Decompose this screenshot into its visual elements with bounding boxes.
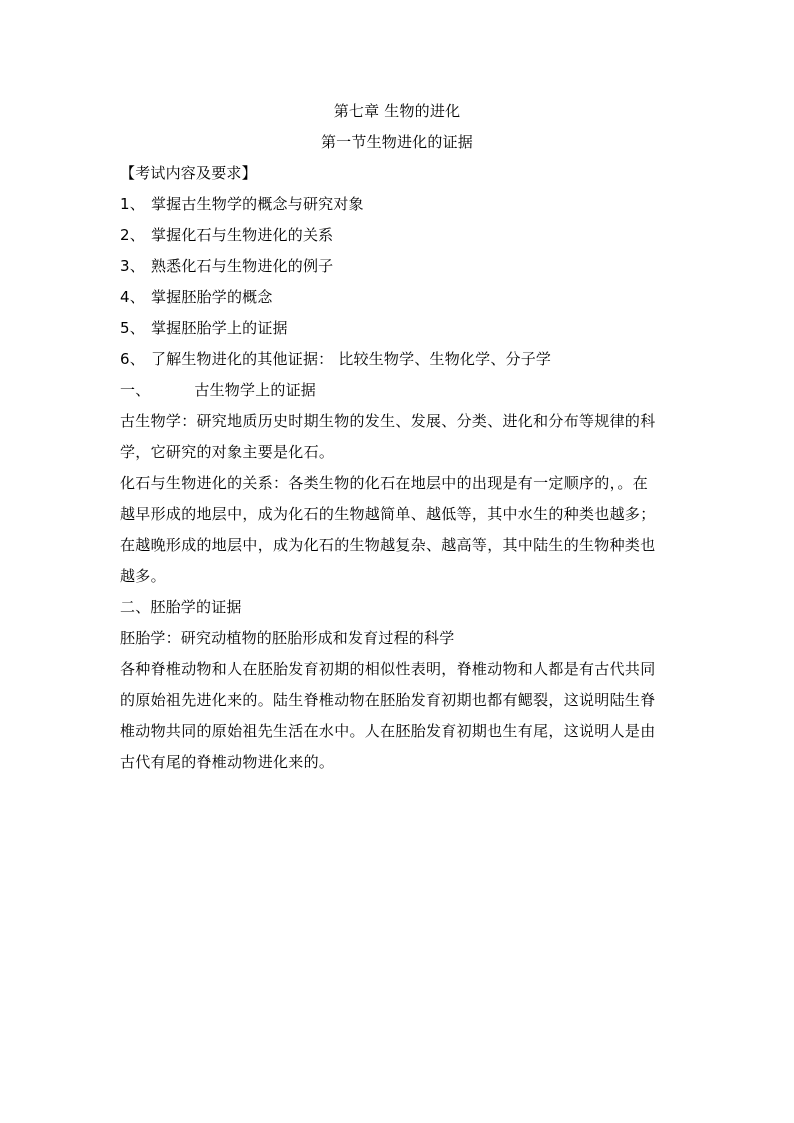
requirement-text: 掌握胚胎学的概念 [150, 288, 273, 306]
paragraph-line: 在越晚形成的地层中，成为化石的生物越复杂、越高等，其中陆生的生物种类也 [120, 536, 656, 554]
paragraph-line: 各种脊椎动物和人在胚胎发育初期的相似性表明，脊椎动物和人都是有古代共同 [120, 660, 656, 678]
requirement-text: 熟悉化石与生物进化的例子 [150, 257, 334, 275]
paragraph-line: 学，它研究的对象主要是化石。 [120, 443, 335, 461]
paragraph-line: 古生物学：研究地质历史时期生物的发生、发展、分类、进化和分布等规律的科 [120, 412, 656, 430]
paragraph-line: 椎动物共同的原始祖先生活在水中。人在胚胎发育初期也生有尾，这说明人是由 [120, 722, 656, 740]
paragraph-line: 越多。 [120, 567, 166, 585]
requirement-number: 3、 [120, 257, 145, 275]
embryology-evidence [120, 654, 676, 778]
paragraph-line: 的原始祖先进化来的。陆生脊椎动物在胚胎发育初期也都有鳃裂，这说明陆生脊 [120, 691, 656, 709]
requirement-number: 5、 [120, 319, 145, 337]
paragraph-line: 古代有尾的脊椎动物进化来的。 [120, 753, 335, 771]
paleontology-definition [120, 406, 676, 468]
paragraph-line: 越早形成的地层中，成为化石的生物越简单、越低等，其中水生的种类也越多； [120, 505, 656, 523]
part1-heading [120, 375, 680, 406]
requirement-number: 6、 [120, 350, 145, 368]
section-title: 第一节生物进化的证据 [320, 133, 473, 151]
requirement-text: 了解生物进化的其他证据： 比较生物学、生物化学、分子学 [150, 350, 552, 368]
requirement-text: 掌握古生物学的概念与研究对象 [150, 195, 364, 213]
requirement-item [120, 344, 680, 375]
requirement-item [120, 220, 680, 251]
requirement-item [120, 282, 680, 313]
requirement-item [120, 313, 680, 344]
requirements-heading: 【考试内容及要求】 [120, 164, 257, 182]
requirement-text: 掌握胚胎学上的证据 [150, 319, 288, 337]
requirement-number: 4、 [120, 288, 145, 306]
fossil-evolution-relation [120, 468, 676, 592]
document-content [120, 96, 680, 778]
chapter-title: 第七章 生物的进化 [333, 102, 461, 120]
part1-number: 一、 [120, 381, 151, 399]
requirement-item [120, 251, 680, 282]
requirement-item [120, 189, 680, 220]
requirement-number: 2、 [120, 226, 145, 244]
part1-title: 古生物学上的证据 [194, 381, 317, 399]
part2-heading: 二、胚胎学的证据 [120, 598, 242, 616]
requirement-text: 掌握化石与生物进化的关系 [150, 226, 334, 244]
embryology-definition: 胚胎学：研究动植物的胚胎形成和发育过程的科学 [120, 629, 455, 647]
requirement-number: 1、 [120, 195, 145, 213]
paragraph-line: 化石与生物进化的关系：各类生物的化石在地层中的出现是有一定顺序的，。在 [120, 474, 649, 492]
